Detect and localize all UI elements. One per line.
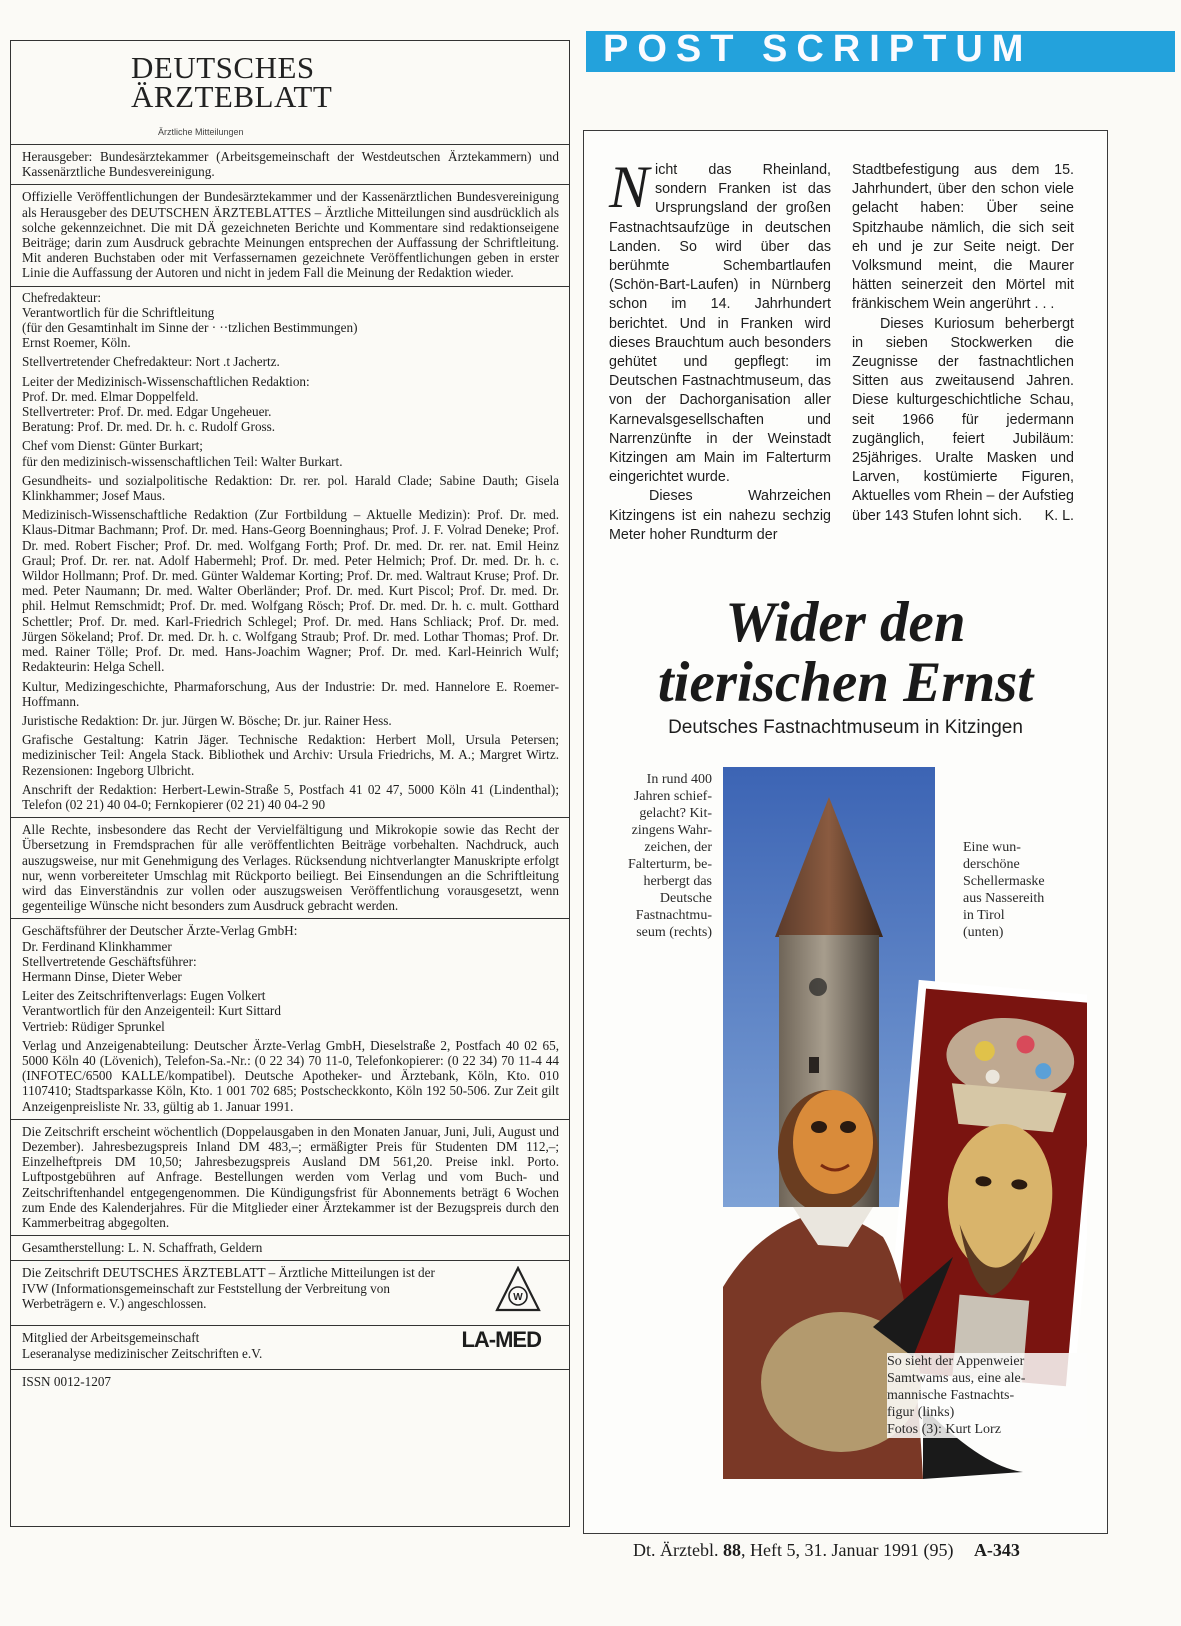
col1-paragraph-2: Dieses Wahrzeichen Kitzingens ist ein nahezu sechzig Meter hoher Rundturm der bbox=[609, 488, 831, 543]
caption-figure: So sieht der Appenweier Samtwams aus, eine ale- mannische Fastnachts- figur (links) Fotos (3): Kurt Lorz bbox=[887, 1353, 1087, 1438]
issn-section bbox=[11, 1369, 569, 1394]
ivw-text: Die Zeitschrift DEUTSCHES ÄRZTEBLATT – Ärztliche Mitteilungen ist der IVW (Informationsgemeinschaft zur Feststellung der Verbreitung von Werbeträgern e. V.) angeschlossen. bbox=[22, 1265, 435, 1311]
offizielle-section bbox=[11, 184, 569, 285]
juristische-redaktion: Juristische Redaktion: Dr. jur. Jürgen W. Bösche; Dr. jur. Rainer Hess. bbox=[22, 712, 392, 728]
anschrift-redaktion: Anschrift der Redaktion: Herbert-Lewin-Straße 5, Postfach 41 02 47, 5000 Köln 41 (Lindenthal); Telefon (02 21) 40 04-0; Fernkopierer (02 21) 40 04-2 90 bbox=[22, 781, 559, 812]
article-column-2 bbox=[852, 161, 1074, 526]
masthead-subtitle: Ärztliche Mitteilungen bbox=[158, 127, 244, 137]
leiter-med-line: Prof. Dr. med. Elmar Doppelfeld. bbox=[22, 388, 199, 404]
footer-page-number: A-343 bbox=[973, 1540, 1020, 1560]
article-subhead: Deutsches Fastnachtmuseum in Kitzingen bbox=[668, 717, 1023, 738]
lamed-logo: LA-MED bbox=[461, 1327, 541, 1353]
kultur-redaktion: Kultur, Medizingeschichte, Pharmaforschung, Aus der Industrie: Dr. med. Hannelore E. Roemer-Hoffmann. bbox=[22, 678, 559, 709]
masthead-title bbox=[131, 50, 333, 114]
offizielle-text: Offizielle Veröffentlichungen der Bundesärztekammer und der Kassenärztlichen Bundesvereinigung als Herausgeber des DEUTSCHEN ÄRZTEBLATTES – Ärztliche Mitteilungen sind ausdrücklich als solche gekennzeichnet. Die mit DÄ gezeichneten Berichte und Kommentare sind redaktionseigene Beiträge; darin zum Ausdruck gebrachte Meinungen entsprechen der Auffassung der Schriftleitung. Mit anderen Buchstaben oder mit Verfassernamen gezeichnete Veröffentlichungen geben in erster Linie die Auffassung der Autoren und nicht in jedem Fall die Meinung der Redaktion wieder. bbox=[22, 189, 559, 281]
stellv-chef: Stellvertretender Chefredakteur: Nort .t Jachertz. bbox=[22, 354, 280, 370]
rechte-text: Alle Rechte, insbesondere das Recht der Vervielfältigung und Mikrokopie sowie das Recht der Übersetzung in Fremdsprachen für alle veröffentlichten Beiträge vorbehalten. Nachdruck, auch auszugsweise, nur mit Genehmigung des Verlages. Rücksendung nichtverlangter Manuskripte erfolgt nur, wenn vorbereiteter Umschlag mit Rückporto beiliegt. Bei Einsendungen an die Schriftleitung wird das Einverständnis zur vollen oder auszugsweisen Veröffentlichung vorausgesetzt, wenn gegenteilige Wünsche nicht besonders zum Ausdruck gebracht werden. bbox=[22, 822, 559, 914]
gesamt-text: Gesamtherstellung: L. N. Schaffrath, Geldern bbox=[22, 1240, 263, 1256]
gesamt-section bbox=[11, 1235, 569, 1260]
headline-line-1: Wider den bbox=[725, 591, 966, 654]
article-headline bbox=[584, 593, 1107, 713]
chef-line: Ernst Roemer, Köln. bbox=[22, 335, 131, 351]
anzeigen-text: Verlag und Anzeigenabteilung: Deutscher Ärzte-Verlag GmbH, Dieselstraße 2, Postfach 40 02 65, 5000 Köln 40 (Lövenich), Telefon-Sa.-Nr.: (0 22 34) 70 11-0, Telefonkopierer: (0 22 34) 70 11-4 44 (INFOTEC/6500 KALLE/kompatibel). Deutsche Apotheker- und Ärztebank, Köln, Kto. 010 1107410; Stadtsparkasse Köln, Kto. 1 001 702 685; Postscheckkonto, Köln 192 50-506. Zur Zeit gilt Anzeigenpreisliste Nr. 33, gültig ab 1. Januar 1991. bbox=[22, 1037, 559, 1114]
verlag-line: Geschäftsführer der Deutscher Ärzte-Verlag GmbH: bbox=[22, 923, 298, 939]
leiter-med-line: Beratung: Prof. Dr. med. Dr. h. c. Rudolf Gross. bbox=[22, 419, 276, 435]
zeitschriften-line: Vertrieb: Rüdiger Sprunkel bbox=[22, 1018, 165, 1034]
chef-line: Chefredakteur: bbox=[22, 289, 102, 305]
lamed-section bbox=[11, 1325, 569, 1369]
lamed-line: Mitglied der Arbeitsgemeinschaft bbox=[22, 1330, 200, 1346]
verlag-section bbox=[11, 918, 569, 1118]
footer-issue: , Heft 5, 31. Januar 1991 (95) bbox=[740, 1540, 954, 1560]
grafische-gestaltung: Grafische Gestaltung: Katrin Jäger. Technische Redaktion: Herbert Moll, Ursula Petersen; medizinischer Teil: Angela Stack. Bibliothek und Archiv: Ursula Friedrichs, M. A.; Margret Wirtz. Rezensionen: Ingeborg Ulbricht. bbox=[22, 732, 559, 778]
bezug-section bbox=[11, 1119, 569, 1235]
zeitschriften-line: Verantwortlich für den Anzeigenteil: Kurt Sittard bbox=[22, 1003, 281, 1019]
rechte-section bbox=[11, 817, 569, 918]
lamed-line: Leseranalyse medizinischer Zeitschriften e.V. bbox=[22, 1345, 263, 1361]
ivw-section bbox=[11, 1260, 569, 1325]
chef-vom-dienst: Chef vom Dienst: Günter Burkart; bbox=[22, 438, 203, 454]
page-footer bbox=[633, 1540, 1020, 1561]
col1-paragraph-1 bbox=[609, 154, 831, 487]
bezug-text: Die Zeitschrift erscheint wöchentlich (Doppelausgaben in den Monaten Januar, Juni, Juli, August und Dezember). Jahresbezugspreis Inland DM 483,–; ermäßigter Preis für Studenten DM 112,–; Einzelheftpreis DM 10,50; Jahresbezugspreis Ausland DM 561,20. Preise inkl. Porto. Luftpostgebühren auf Anfrage. Bestellungen werden vom Verlag und vom Buch- und Zeitschriftenhandel entgegengenommen. Die Kündigungsfrist für Abonnements beträgt 6 Wochen zum Ende des Kalenderjahres. Für die Mitglieder einer Ärztekammer ist der Bezugspreis durch den Kammerbeitrag abgegolten. bbox=[22, 1123, 559, 1230]
herausgeber-text: Herausgeber: Bundesärztekammer (Arbeitsgemeinschaft der Westdeutschen Ärztekammern) und Kassenärztliche Bundesvereinigung. bbox=[22, 149, 559, 180]
chef-vom-dienst: für den medizinisch-wissenschaftlichen Teil: Walter Burkart. bbox=[22, 453, 343, 469]
imprint-box bbox=[10, 40, 570, 1527]
post-scriptum-title: POST SCRIPTUM bbox=[603, 28, 1033, 70]
medwiss-redaktion: Medizinisch-Wissenschaftliche Redaktion (Zur Fortbildung – Aktuelle Medizin): Prof. Dr. med. Klaus-Ditmar Bachmann; Prof. Dr. med. Hans-Georg Boenninghaus; Prof. J. F. Volrad Deneke; Prof. Dr. med. Robert Fischer; Prof. Dr. med. Wolfgang Forth; Prof. Dr. med. Dr. rer. nat. Emil Heinz Graul; Prof. Dr. rer. nat. Adolf Habermehl; Prof. Dr. med. Peter Helmich; Prof. Dr. med. Dr. h. c. Wildor Hollmann; Prof. Dr. med. Günter Waldemar Korting; Prof. Dr. med. Waltraut Kruse; Prof. Dr. med. Peter Naumann; Dr. med. Walter Oberländer; Prof. Dr. med. Kurt Piscol; Prof. Dr. med. Dr. phil. Helmut Remschmidt; Prof. Dr. med. Wolfgang Rösch; Prof. Dr. med. Dr. h. c. mult. Gotthard Schettler; Prof. Dr. med. Karl-Friedrich Schlegel; Prof. Dr. med. Hans Schliack; Prof. Dr. med. Jürgen Sökeland; Prof. Dr. med. Dr. h. c. Wolfgang Straub; Prof. Dr. med. Lothar Thomas; Prof. Dr. med. Rainer Tölle; Prof. Dr. med. Hans-Joachim Wagner; Prof. Dr. med. Karl-Heinrich Wulf; Redakteurin: Helga Schell. bbox=[22, 507, 559, 675]
svg-text:W: W bbox=[513, 1292, 523, 1304]
article-box bbox=[583, 130, 1108, 1534]
chef-line: Verantwortlich für die Schriftleitung bbox=[22, 304, 215, 320]
headline-line-2: tierischen Ernst bbox=[657, 651, 1034, 714]
verlag-line: Stellvertretende Geschäftsführer: bbox=[22, 953, 197, 969]
article-signature: K. L. bbox=[1044, 507, 1074, 524]
zeitschriften-line: Leiter des Zeitschriftenverlags: Eugen Volkert bbox=[22, 988, 266, 1004]
gesundheit-redaktion: Gesundheits- und sozialpolitische Redaktion: Dr. rer. pol. Harald Clade; Sabine Dauth; Gisela Klinkhammer; Josef Maus. bbox=[22, 472, 559, 504]
col2-paragraph-1: Stadtbefestigung aus dem 15. Jahrhundert, über den schon viele gelacht haben: Über seine Spitzhaube nämlich, die sich seit eh und je zur Seite neigt. Der Volksmund meint, die Maurer hätten seinerzeit den Mörtel mit fränkischem Wein angerührt . . . bbox=[852, 162, 1074, 313]
redaktion-section bbox=[11, 286, 569, 818]
footer-journal: Dt. Ärztebl. bbox=[633, 1540, 719, 1560]
ivw-logo-icon bbox=[495, 1266, 541, 1314]
article-column-1 bbox=[609, 154, 831, 545]
herausgeber-section bbox=[11, 144, 569, 184]
masthead-title-line1: DEUTSCHES bbox=[131, 50, 315, 85]
caption-tower: In rund 400 Jahren schief- gelacht? Kit- zingens Wahr- zeichen, der Falterturm, be- herbergt das Deutsche Fastnachtmu- seum (rechts) bbox=[628, 772, 712, 940]
verlag-line: Dr. Ferdinand Klinkhammer bbox=[22, 938, 172, 954]
caption-mask: Eine wun- derschöne Schellermaske aus Nassereith in Tirol (unten) bbox=[963, 840, 1045, 940]
leiter-med-line: Stellvertreter: Prof. Dr. med. Edgar Ungeheuer. bbox=[22, 404, 272, 420]
masthead-title-line2: ÄRZTEBLATT bbox=[131, 79, 333, 114]
issn-text: ISSN 0012-1207 bbox=[22, 1374, 112, 1390]
col2-paragraph-2: Dieses Kuriosum beherbergt in sieben Stockwerken die Zeugnisse der fastnachtlichen Sitten aus zweitausend Jahren. Diese kulturgeschichtliche Schau, seit 1966 für jedermann zugänglich, feiert Jubiläum: 25jähriges. Uralte Masken und Larven, kostümierte Figuren, Aktuelles vom Rhein – der Aufstieg über 143 Stufen lohnt sich. bbox=[852, 315, 1074, 524]
drop-cap: N bbox=[609, 154, 650, 220]
masthead bbox=[11, 41, 569, 144]
verlag-line: Hermann Dinse, Dieter Weber bbox=[22, 968, 182, 984]
leiter-med: Leiter der Medizinisch-Wissenschaftlichen Redaktion: bbox=[22, 373, 310, 389]
col1-p1-text: icht das Rheinland, sondern Franken ist das Ursprungsland der großen Fastnachtsaufzüge in deutschen Landen. So wird über das berühmte Schembartlaufen (Schön-Bart-Laufen) in Nürnberg schon im 14. Jahrhundert berichtet. Und in Franken wird dieses Brauchtum auch besonders gehütet und gepflegt: im Deutschen Fastnachtmuseum, das von der Dachorganisation aller Karnevalsgesellschaften und Narrenzünfte in der Weinstadt Kitzingen am Main im Falterturm eingerichtet wurde. bbox=[609, 162, 831, 486]
chef-line: (für den Gesamtinhalt im Sinne der · ··tzlichen Bestimmungen) bbox=[22, 320, 358, 336]
footer-volume: 88 bbox=[722, 1540, 741, 1560]
